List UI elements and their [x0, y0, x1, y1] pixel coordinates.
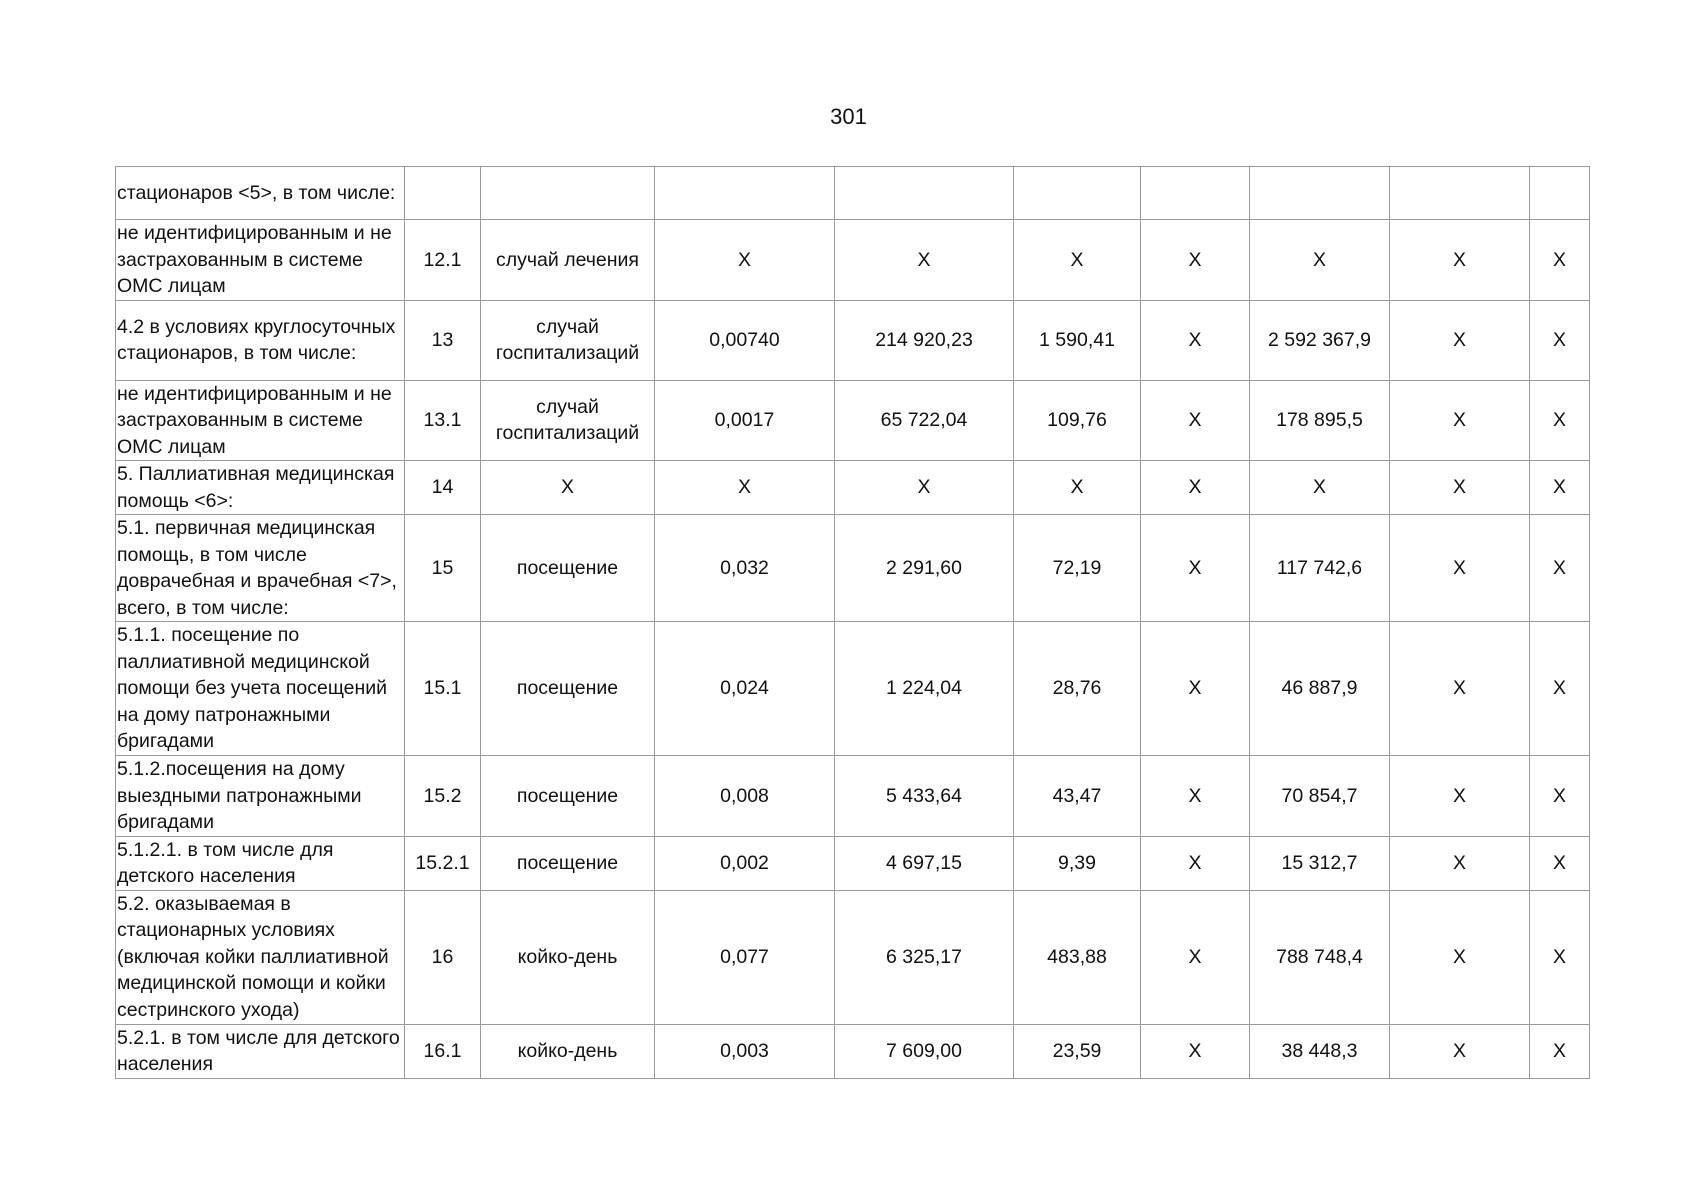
row-name: 5.1.1. посещение по паллиативной медицинской помощи без учета посещений на дому патронажными бригадами [116, 622, 405, 756]
row-col-9: Х [1390, 890, 1530, 1024]
row-name: 5.1.2.1. в том числе для детского населения [116, 836, 405, 890]
row-line-number: 15.2 [405, 756, 481, 837]
row-line-number: 13 [405, 300, 481, 380]
row-cost-per-unit: 6 325,17 [835, 890, 1014, 1024]
row-norm-volume: 0,008 [655, 756, 835, 837]
row-per-capita: 23,59 [1014, 1024, 1141, 1078]
row-total: 38 448,3 [1250, 1024, 1390, 1078]
row-col-10: Х [1530, 756, 1590, 837]
row-per-capita: 72,19 [1014, 515, 1141, 622]
row-col-10: Х [1530, 890, 1590, 1024]
row-name: 5. Паллиативная медицинская помощь <6>: [116, 461, 405, 515]
row-per-capita: 43,47 [1014, 756, 1141, 837]
row-cost-per-unit: 5 433,64 [835, 756, 1014, 837]
row-per-capita: 1 590,41 [1014, 300, 1141, 380]
row-unit: койко-день [481, 1024, 655, 1078]
row-col-7: Х [1141, 622, 1250, 756]
row-col-7: Х [1141, 515, 1250, 622]
row-total: 70 854,7 [1250, 756, 1390, 837]
row-col-10: Х [1530, 380, 1590, 461]
table-row [116, 380, 1590, 461]
row-cost-per-unit: 1 224,04 [835, 622, 1014, 756]
row-col-7: Х [1141, 461, 1250, 515]
row-per-capita: 9,39 [1014, 836, 1141, 890]
row-norm-volume: 0,0017 [655, 380, 835, 461]
row-line-number: 15 [405, 515, 481, 622]
row-total: 788 748,4 [1250, 890, 1390, 1024]
row-unit: случай госпитализаций [481, 300, 655, 380]
row-name: 4.2 в условиях круглосуточных стационаров, в том числе: [116, 300, 405, 380]
row-unit: посещение [481, 756, 655, 837]
row-norm-volume: Х [655, 461, 835, 515]
row-col-7: Х [1141, 836, 1250, 890]
row-col-9: Х [1390, 461, 1530, 515]
row-total: 178 895,5 [1250, 380, 1390, 461]
row-unit: посещение [481, 515, 655, 622]
row-name: 5.2. оказываемая в стационарных условиях (включая койки паллиативной медицинской помощи и койки сестринского ухода) [116, 890, 405, 1024]
row-col-10: Х [1530, 1024, 1590, 1078]
row-total: 46 887,9 [1250, 622, 1390, 756]
row-col-10: Х [1530, 461, 1590, 515]
row-line-number: 13.1 [405, 380, 481, 461]
row-col-10: Х [1530, 836, 1590, 890]
row-col-10: Х [1530, 300, 1590, 380]
row-col-7: Х [1141, 756, 1250, 837]
table-body [116, 167, 1590, 1079]
row-cost-per-unit: 65 722,04 [835, 380, 1014, 461]
row-line-number: 12.1 [405, 220, 481, 301]
row-col-9 [1390, 167, 1530, 220]
row-unit: Х [481, 461, 655, 515]
row-col-9: Х [1390, 1024, 1530, 1078]
row-norm-volume: 0,003 [655, 1024, 835, 1078]
row-unit: посещение [481, 836, 655, 890]
row-norm-volume: 0,002 [655, 836, 835, 890]
row-col-10: Х [1530, 220, 1590, 301]
table-row [116, 836, 1590, 890]
row-unit: койко-день [481, 890, 655, 1024]
row-per-capita [1014, 167, 1141, 220]
financing-table [115, 166, 1590, 1079]
row-per-capita: Х [1014, 461, 1141, 515]
table-row [116, 461, 1590, 515]
row-name: 5.1. первичная медицинская помощь, в том числе доврачебная и врачебная <7>, всего, в том числе: [116, 515, 405, 622]
row-col-10 [1530, 167, 1590, 220]
row-col-9: Х [1390, 515, 1530, 622]
row-norm-volume: 0,024 [655, 622, 835, 756]
row-name: стационаров <5>, в том числе: [116, 167, 405, 220]
row-col-7: Х [1141, 890, 1250, 1024]
row-norm-volume: 0,00740 [655, 300, 835, 380]
row-cost-per-unit: 7 609,00 [835, 1024, 1014, 1078]
row-cost-per-unit: Х [835, 220, 1014, 301]
row-col-7 [1141, 167, 1250, 220]
row-col-10: Х [1530, 622, 1590, 756]
row-name: не идентифицированным и не застрахованным в системе ОМС лицам [116, 380, 405, 461]
row-col-7: Х [1141, 300, 1250, 380]
row-name: 5.1.2.посещения на дому выездными патронажными бригадами [116, 756, 405, 837]
row-name: не идентифицированным и не застрахованным в системе ОМС лицам [116, 220, 405, 301]
row-line-number: 16.1 [405, 1024, 481, 1078]
row-cost-per-unit [835, 167, 1014, 220]
table-row [116, 300, 1590, 380]
row-total: 2 592 367,9 [1250, 300, 1390, 380]
row-total: 15 312,7 [1250, 836, 1390, 890]
row-total [1250, 167, 1390, 220]
table-row [116, 622, 1590, 756]
row-col-9: Х [1390, 836, 1530, 890]
row-line-number: 16 [405, 890, 481, 1024]
row-norm-volume: 0,077 [655, 890, 835, 1024]
row-line-number: 15.2.1 [405, 836, 481, 890]
row-col-9: Х [1390, 220, 1530, 301]
row-col-7: Х [1141, 220, 1250, 301]
row-unit: случай госпитализаций [481, 380, 655, 461]
row-cost-per-unit: 4 697,15 [835, 836, 1014, 890]
row-name: 5.2.1. в том числе для детского населения [116, 1024, 405, 1078]
row-unit: посещение [481, 622, 655, 756]
table-row [116, 515, 1590, 622]
row-total: 117 742,6 [1250, 515, 1390, 622]
row-per-capita: 28,76 [1014, 622, 1141, 756]
row-col-9: Х [1390, 622, 1530, 756]
row-line-number [405, 167, 481, 220]
row-per-capita: Х [1014, 220, 1141, 301]
page-number: 301 [830, 104, 867, 129]
row-line-number: 15.1 [405, 622, 481, 756]
row-norm-volume: Х [655, 220, 835, 301]
table-row [116, 1024, 1590, 1078]
row-unit: случай лечения [481, 220, 655, 301]
table-row [116, 890, 1590, 1024]
row-cost-per-unit: 214 920,23 [835, 300, 1014, 380]
row-col-9: Х [1390, 380, 1530, 461]
row-col-10: Х [1530, 515, 1590, 622]
row-per-capita: 109,76 [1014, 380, 1141, 461]
row-cost-per-unit: Х [835, 461, 1014, 515]
row-total: Х [1250, 461, 1390, 515]
table-row [116, 220, 1590, 301]
table-row [116, 167, 1590, 220]
row-unit [481, 167, 655, 220]
row-col-9: Х [1390, 756, 1530, 837]
row-cost-per-unit: 2 291,60 [835, 515, 1014, 622]
row-norm-volume [655, 167, 835, 220]
row-per-capita: 483,88 [1014, 890, 1141, 1024]
row-line-number: 14 [405, 461, 481, 515]
row-col-7: Х [1141, 1024, 1250, 1078]
row-col-9: Х [1390, 300, 1530, 380]
row-col-7: Х [1141, 380, 1250, 461]
row-norm-volume: 0,032 [655, 515, 835, 622]
table-row [116, 756, 1590, 837]
row-total: Х [1250, 220, 1390, 301]
